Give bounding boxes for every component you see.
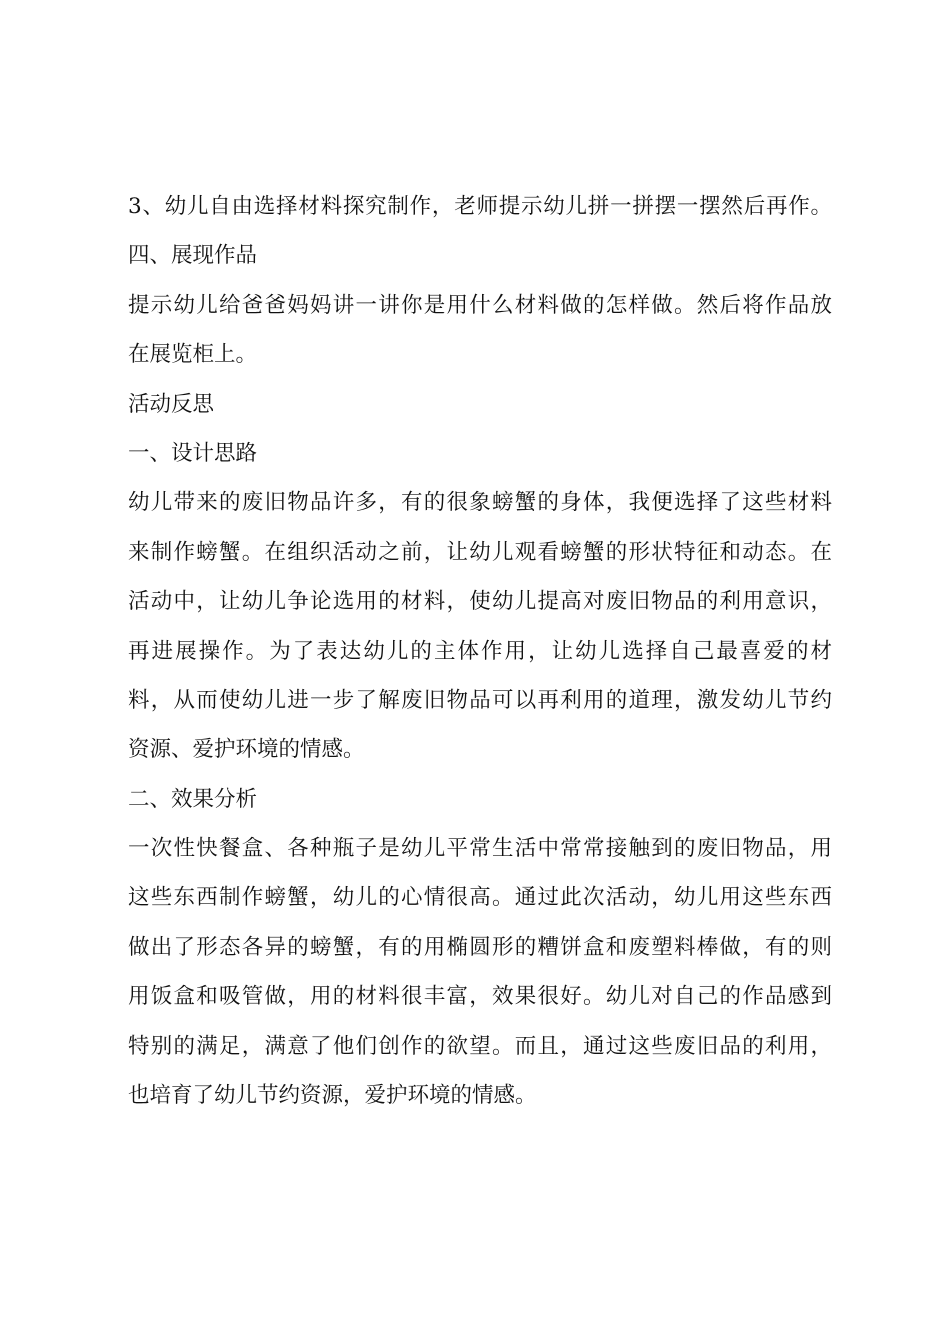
paragraph-step-3-line: 3、幼儿自由选择材料探究制作，老师提示幼儿拼一拼摆一摆然后再作。	[128, 194, 832, 219]
paragraph-effect-analysis-line-6: 也培育了幼儿节约资源，爱护环境的情感。	[128, 1083, 537, 1109]
heading-activity-reflection: 活动反思	[128, 391, 215, 417]
paragraph-effect-analysis-line-5: 特别的满足，满意了他们创作的欲望。而且，通过这些废旧品的利用，	[128, 1033, 832, 1059]
paragraph-design-idea-line-1: 幼儿带来的废旧物品许多，有的很象螃蟹的身体，我便选择了这些材料	[128, 490, 832, 516]
paragraph-effect-analysis-line-1: 一次性快餐盒、各种瓶子是幼儿平常生活中常常接触到的废旧物品，用	[128, 836, 832, 862]
paragraph-design-idea-line-5: 料，从而使幼儿进一步了解废旧物品可以再利用的道理，激发幼儿节约	[128, 687, 832, 713]
heading-effect-analysis: 二、效果分析	[128, 786, 258, 812]
paragraph-effect-analysis-line-3: 做出了形态各异的螃蟹，有的用椭圆形的糟饼盒和废塑料棒做，有的则	[128, 934, 832, 960]
heading-show-works: 四、展现作品	[128, 243, 258, 269]
document-body	[128, 182, 832, 1120]
paragraph-show-works-line-2: 在展览柜上。	[128, 342, 258, 368]
paragraph-show-works-line-1: 提示幼儿给爸爸妈妈讲一讲你是用什么材料做的怎样做。然后将作品放	[128, 292, 832, 318]
paragraph-design-idea-line-4: 再进展操作。为了表达幼儿的主体作用，让幼儿选择自己最喜爱的材	[128, 638, 832, 664]
paragraph-effect-analysis-line-2: 这些东西制作螃蟹，幼儿的心情很高。通过此次活动，幼儿用这些东西	[128, 885, 832, 911]
paragraph-design-idea-line-3: 活动中，让幼儿争论选用的材料，使幼儿提高对废旧物品的利用意识，	[128, 589, 832, 615]
paragraph-design-idea-line-2: 来制作螃蟹。在组织活动之前，让幼儿观看螃蟹的形状特征和动态。在	[128, 539, 832, 565]
paragraph-effect-analysis-line-4: 用饭盒和吸管做，用的材料很丰富，效果很好。幼儿对自己的作品感到	[128, 984, 832, 1010]
paragraph-design-idea-line-6: 资源、爱护环境的情感。	[128, 737, 365, 763]
heading-design-idea: 一、设计思路	[128, 440, 258, 466]
